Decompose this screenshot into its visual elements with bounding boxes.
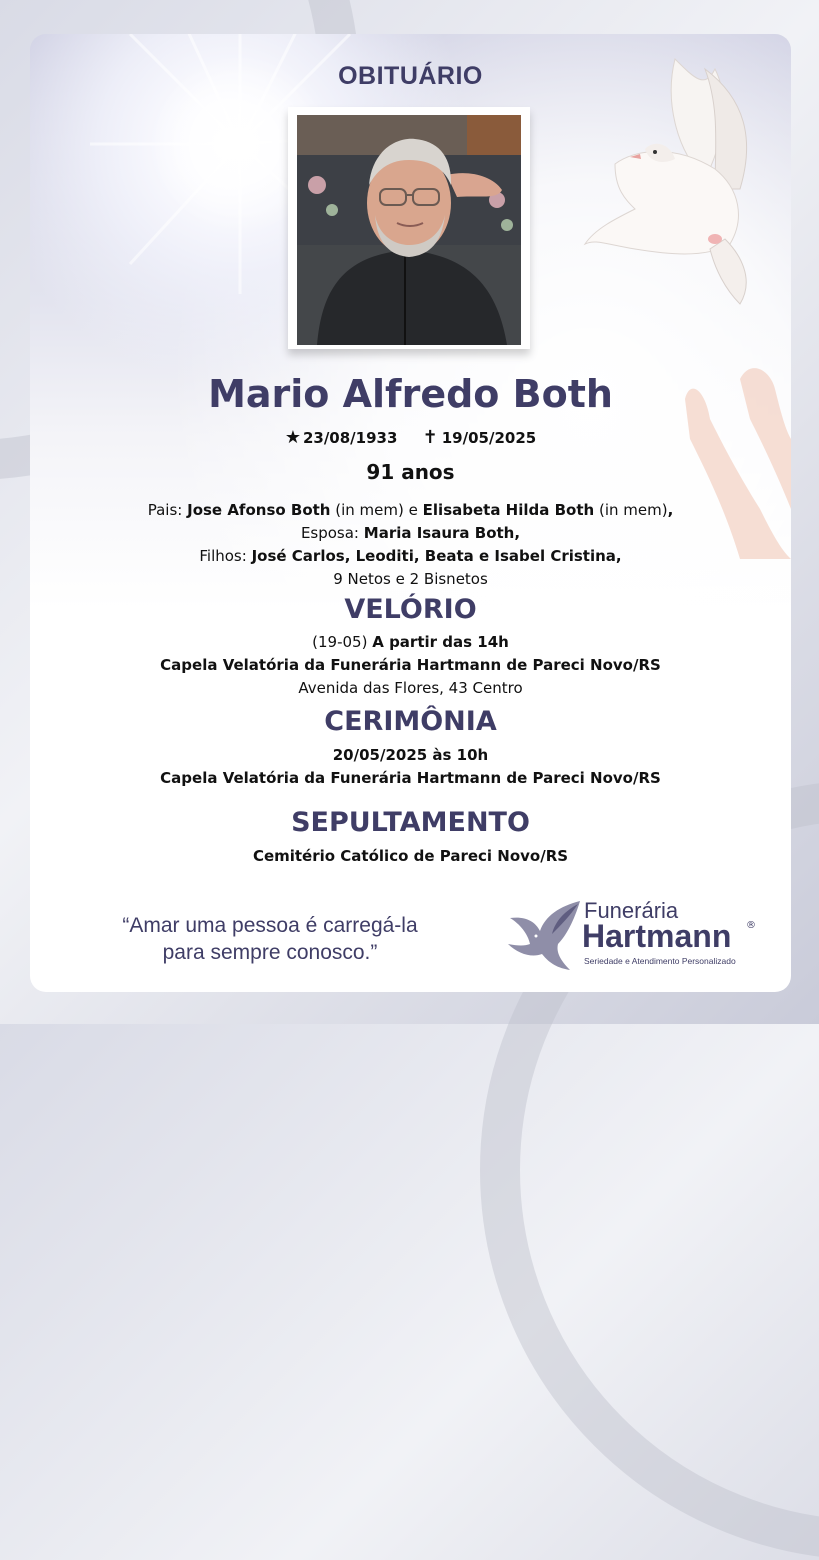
sepultamento-place: Cemitério Católico de Pareci Novo/RS — [252, 847, 569, 865]
page-title: OBITUÁRIO — [338, 62, 483, 90]
death-date-group — [415, 429, 537, 447]
registered-mark: ® — [746, 920, 756, 931]
death-date: 19/05/2025 — [441, 429, 537, 447]
dove-logo-icon — [500, 896, 585, 971]
velorio-heading: VELÓRIO — [344, 594, 477, 625]
grandchildren-line: 9 Netos e 2 Bisnetos — [333, 570, 488, 588]
velorio-address: Avenida das Flores, 43 Centro — [298, 679, 523, 697]
cerimonia-details — [30, 744, 791, 790]
birth-date-group — [285, 429, 398, 447]
life-dates — [30, 427, 791, 448]
logo-word-funeraria: Funerária — [584, 898, 679, 923]
deceased-name: Mario Alfredo Both — [208, 372, 613, 416]
cerimonia-heading: CERIMÔNIA — [324, 706, 497, 737]
funeral-home-logo — [500, 896, 780, 971]
velorio-time-line — [30, 631, 791, 654]
children-label: Filhos: — [199, 547, 247, 565]
velorio-time: A partir das 14h — [372, 633, 509, 651]
quote-line-2: para sempre conosco.” — [162, 941, 378, 964]
father-name: Jose Afonso Both — [187, 501, 331, 519]
velorio-details — [30, 631, 791, 700]
parents-label: Pais: — [147, 501, 183, 519]
sepultamento-details — [30, 845, 791, 868]
conjunction: e — [408, 501, 418, 519]
star-icon: ★ — [284, 427, 301, 448]
parents-line — [30, 499, 791, 522]
quote-line-1: “Amar uma pessoa é carregá-la — [122, 914, 418, 937]
age: 91 anos — [366, 460, 455, 484]
cross-icon: ✝ — [422, 427, 438, 448]
portrait-photo — [297, 115, 521, 345]
birth-date: 23/08/1933 — [302, 429, 398, 447]
children-line — [30, 545, 791, 568]
logo-tagline: Seriedade e Atendimento Personalizado — [584, 956, 736, 966]
sepultamento-heading: SEPULTAMENTO — [291, 807, 530, 838]
parents-punctuation: , — [667, 501, 674, 519]
velorio-place: Capela Velatória da Funerária Hartmann de Pareci Novo/RS — [160, 656, 661, 674]
velorio-date: (19-05) — [312, 633, 368, 651]
logo-word-hartmann: Hartmann — [582, 918, 732, 954]
obituary-card — [30, 34, 791, 992]
portrait-frame — [288, 107, 530, 349]
in-memoriam-note: (in mem) — [598, 501, 668, 519]
spouse-label: Esposa: — [300, 524, 359, 542]
spouse-line — [30, 522, 791, 545]
cerimonia-datetime: 20/05/2025 às 10h — [332, 746, 489, 764]
in-memoriam-note: (in mem) — [335, 501, 404, 519]
spouse-name: Maria Isaura Both, — [363, 524, 521, 542]
cerimonia-place: Capela Velatória da Funerária Hartmann de Pareci Novo/RS — [160, 769, 661, 787]
memorial-quote — [85, 912, 455, 966]
children-names: José Carlos, Leoditi, Beata e Isabel Cristina, — [251, 547, 622, 565]
family-block — [30, 499, 791, 591]
mother-name: Elisabeta Hilda Both — [422, 501, 595, 519]
